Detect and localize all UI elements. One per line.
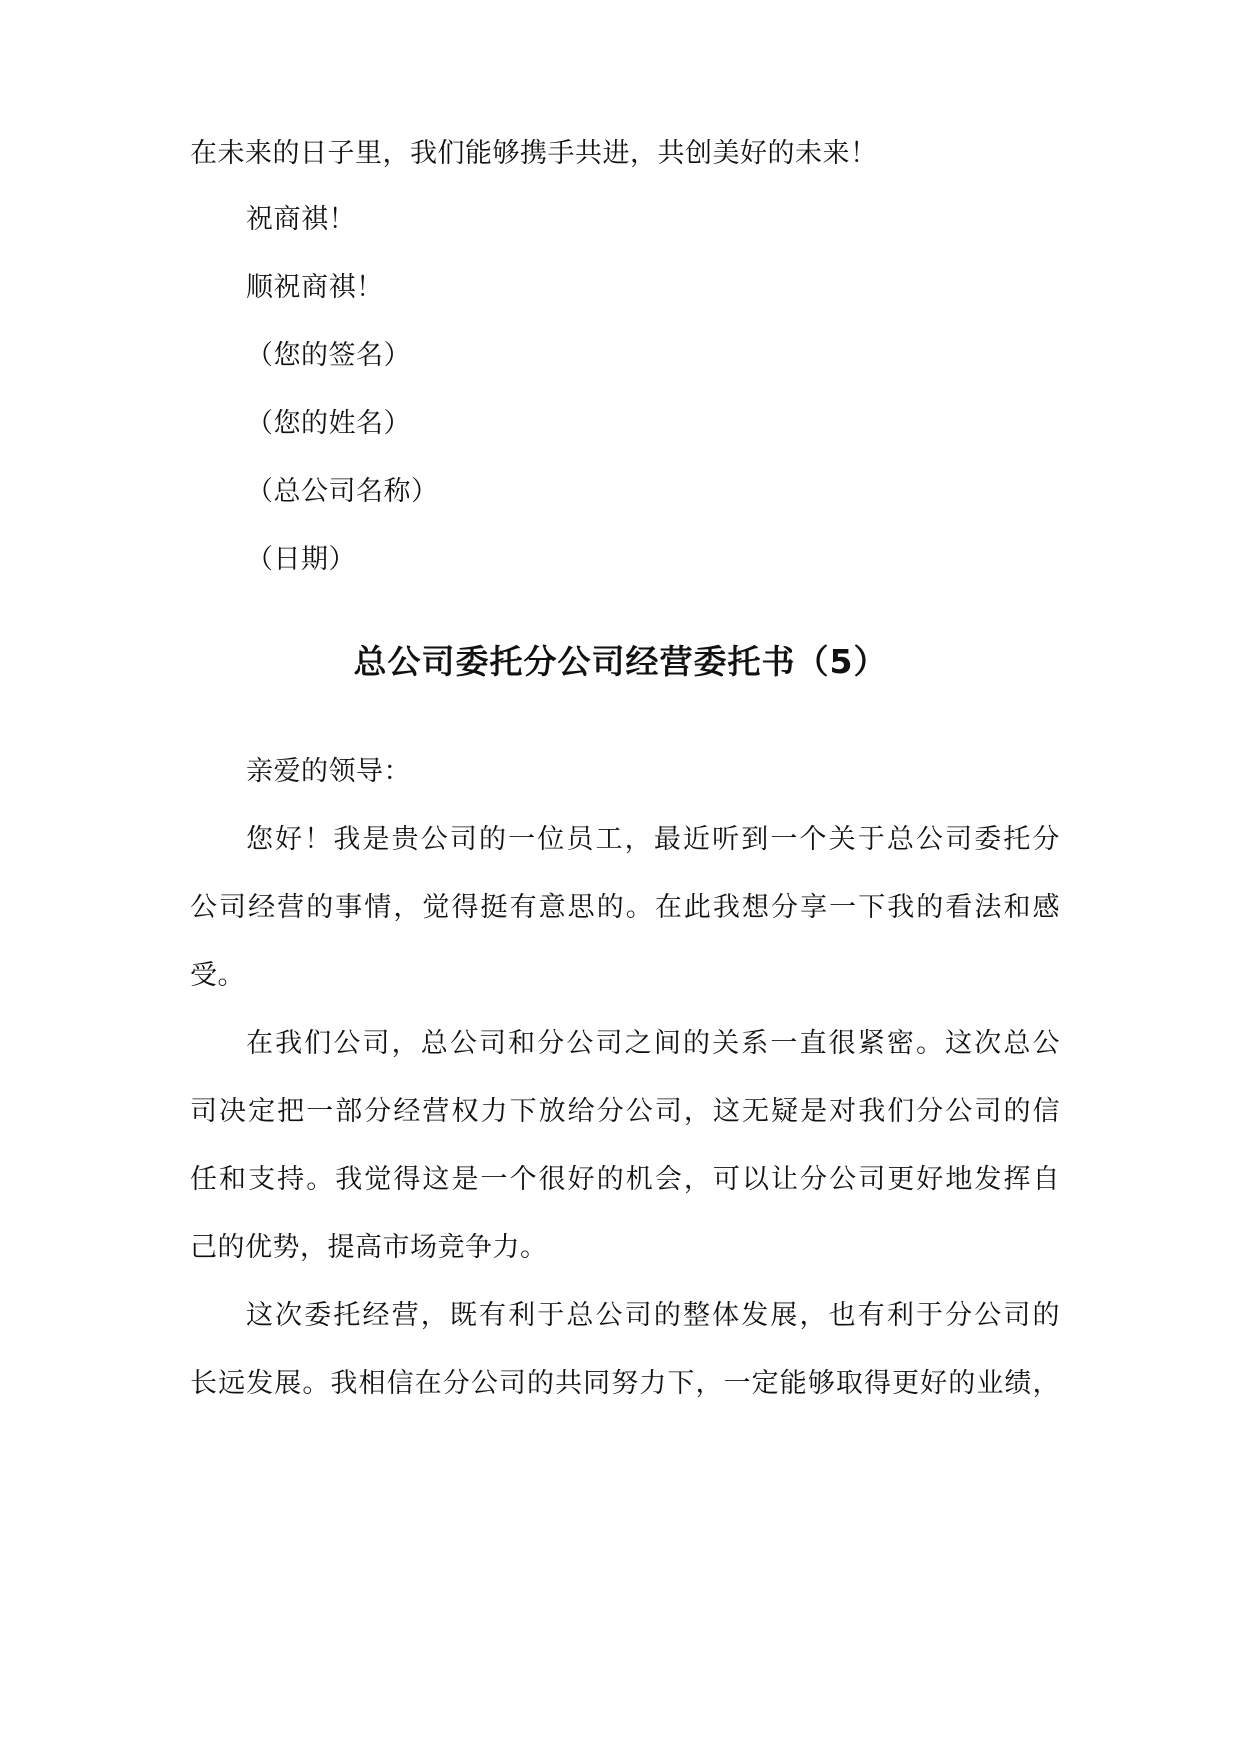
- paragraph-line: 受。: [190, 960, 245, 991]
- wish-line-2: 顺祝商祺！: [246, 272, 384, 303]
- paragraph-line: 您好！我是贵公司的一位员工，最近听到一个关于总公司委托分: [246, 824, 1060, 855]
- salutation: 亲爱的领导：: [246, 756, 411, 787]
- name-placeholder: （您的姓名）: [246, 408, 411, 439]
- paragraph-line: 长远发展。我相信在分公司的共同努力下，一定能够取得更好的业绩，: [190, 1368, 1060, 1399]
- paragraph-line: 己的优势，提高市场竞争力。: [190, 1232, 548, 1263]
- paragraph-line: 公司经营的事情，觉得挺有意思的。在此我想分享一下我的看法和感: [190, 892, 1060, 923]
- closing-sentence: 在未来的日子里，我们能够携手共进，共创美好的未来！: [190, 138, 878, 169]
- signature-placeholder: （您的签名）: [246, 340, 411, 371]
- paragraph-line: 在我们公司，总公司和分公司之间的关系一直很紧密。这次总公: [246, 1028, 1060, 1059]
- section-title: 总公司委托分公司经营委托书（5）: [353, 642, 888, 681]
- date-placeholder: （日期）: [246, 544, 356, 575]
- company-placeholder: （总公司名称）: [246, 476, 439, 507]
- paragraph-line: 这次委托经营，既有利于总公司的整体发展，也有利于分公司的: [246, 1300, 1060, 1331]
- wish-line-1: 祝商祺！: [246, 204, 356, 235]
- paragraph-line: 司决定把一部分经营权力下放给分公司，这无疑是对我们分公司的信: [190, 1096, 1060, 1127]
- paragraph-line: 任和支持。我觉得这是一个很好的机会，可以让分公司更好地发挥自: [190, 1164, 1060, 1195]
